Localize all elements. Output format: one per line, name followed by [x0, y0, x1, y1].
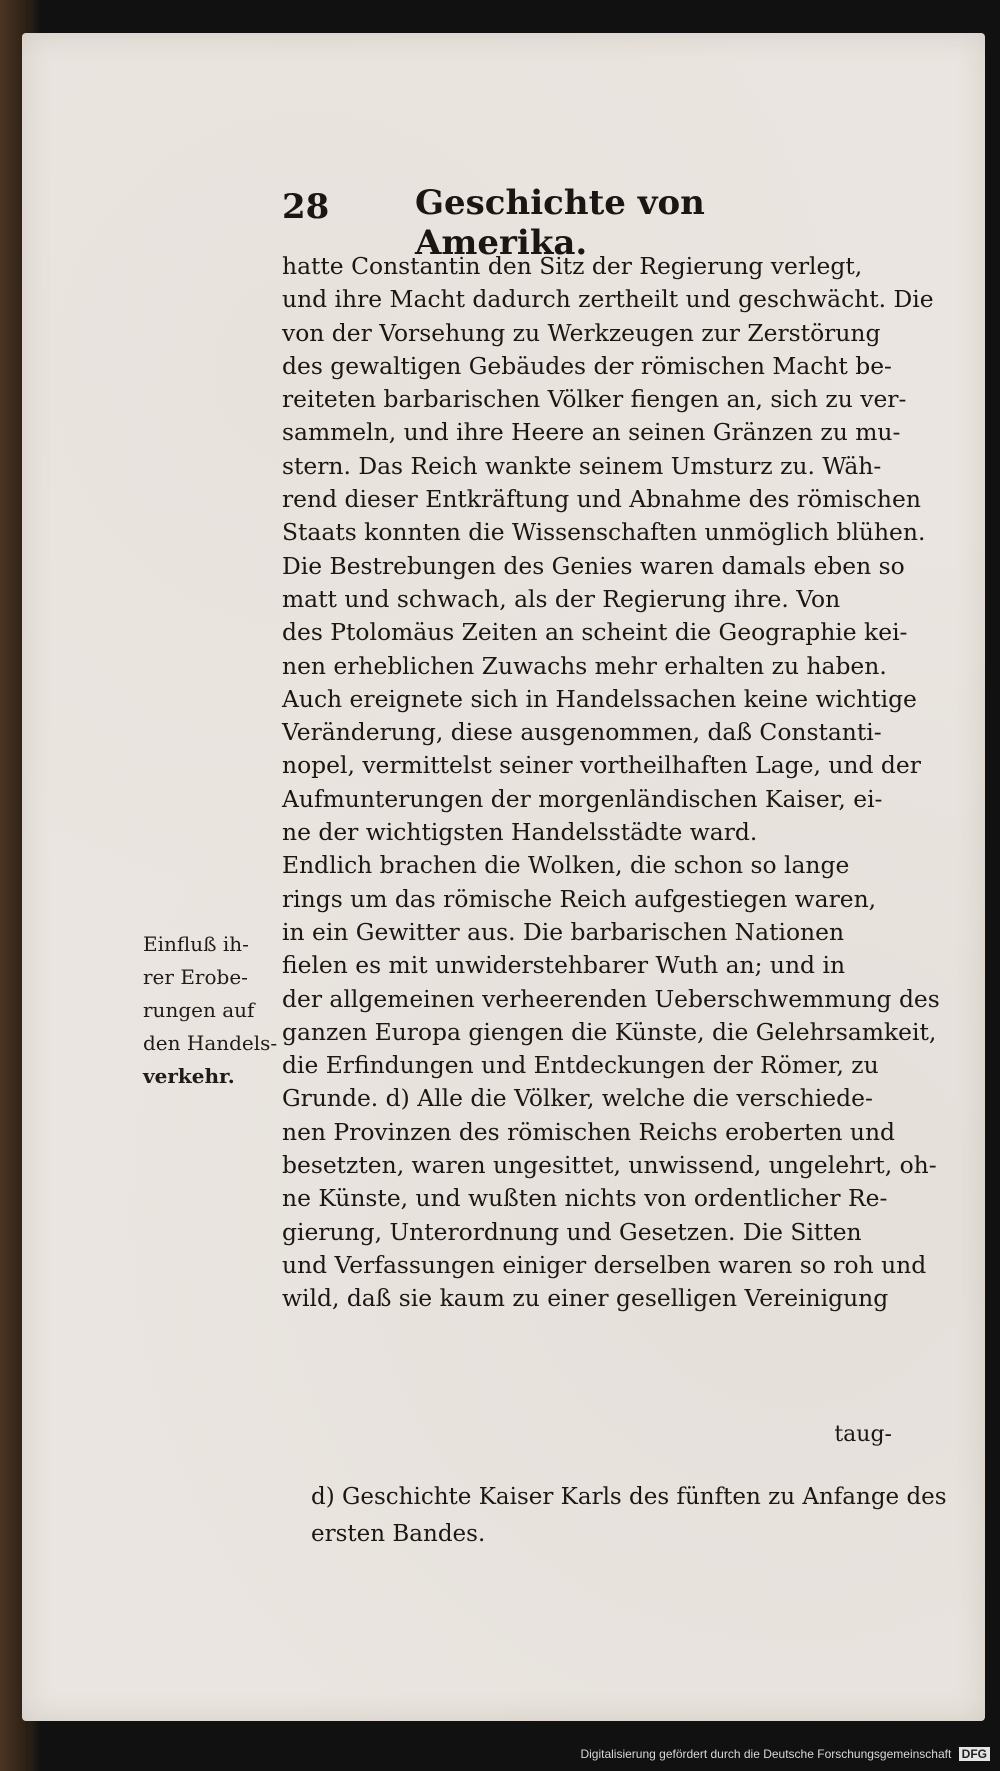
catchword: taug-: [834, 1422, 892, 1447]
text-line: ganzen Europa giengen die Künste, die Gelehrsamkeit,: [282, 1017, 937, 1046]
text-line: des Ptolomäus Zeiten an scheint die Geographie kei-: [282, 618, 908, 647]
text-line: matt und schwach, als der Regierung ihre. Von: [282, 584, 841, 613]
marginal-note-line: den Handels-: [143, 1031, 278, 1055]
text-line: fielen es mit unwiderstehbarer Wuth an; und in: [282, 951, 846, 980]
text-line: rend dieser Entkräftung und Abnahme des römischen: [282, 485, 921, 514]
text-line: Staats konnten die Wissenschaften unmöglich blühen.: [282, 518, 926, 547]
text-line: in ein Gewitter aus. Die barbarischen Nationen: [282, 917, 845, 946]
marginal-note: [143, 928, 283, 1093]
text-line: nopel, vermittelst seiner vortheilhaften Lage, und der: [282, 751, 921, 780]
text-line: stern. Das Reich wankte seinem Umsturz zu. Wäh-: [282, 451, 882, 480]
footnote: [311, 1479, 951, 1553]
digitization-credit: [580, 1747, 990, 1761]
text-line: nen Provinzen des römischen Reichs eroberten und: [282, 1117, 896, 1146]
text-line: von der Vorsehung zu Werkzeugen zur Zerstörung: [282, 318, 881, 347]
text-line: Auch ereignete sich in Handelssachen keine wichtige: [282, 684, 917, 713]
footnote-line: ersten Bandes.: [311, 1521, 486, 1547]
dfg-logo: DFG: [959, 1747, 990, 1761]
text-line: des gewaltigen Gebäudes der römischen Macht be-: [282, 351, 892, 380]
text-line: und ihre Macht dadurch zertheilt und geschwächt. Die: [282, 285, 934, 314]
text-line: Aufmunterungen der morgenländischen Kaiser, ei-: [282, 784, 883, 813]
text-line: nen erheblichen Zuwachs mehr erhalten zu haben.: [282, 651, 887, 680]
main-text: [282, 250, 944, 1316]
text-line: sammeln, und ihre Heere an seinen Gränzen zu mu-: [282, 418, 901, 447]
text-line: der allgemeinen verheerenden Ueberschwemmung des: [282, 984, 940, 1013]
text-line: Grunde. d) Alle die Völker, welche die verschiede-: [282, 1084, 873, 1113]
text-line: rings um das römische Reich aufgestiegen waren,: [282, 884, 877, 913]
text-line: hatte Constantin den Sitz der Regierung verlegt,: [282, 252, 863, 280]
text-line: Veränderung, diese ausgenommen, daß Constanti-: [282, 718, 882, 747]
text-line: die Erfindungen und Entdeckungen der Römer, zu: [282, 1051, 879, 1080]
marginal-note-line: verkehr.: [143, 1064, 235, 1088]
text-line: ne Künste, und wußten nichts von ordentlicher Re-: [282, 1184, 888, 1213]
text-line: und Verfassungen einiger derselben waren so roh und: [282, 1250, 927, 1279]
marginal-note-line: rungen auf: [143, 998, 255, 1022]
text-line: ne der wichtigsten Handelsstädte ward.: [282, 818, 758, 847]
text-line: wild, daß sie kaum zu einer geselligen Vereinigung: [282, 1284, 889, 1313]
running-title: Geschichte von Amerika.: [415, 183, 705, 263]
marginal-note-line: Einfluß ih-: [143, 932, 249, 956]
text-line: reiteten barbarischen Völker fiengen an, sich zu ver-: [282, 385, 907, 414]
page-header: [282, 183, 802, 263]
page-number: 28: [282, 187, 330, 227]
book-page: [22, 33, 985, 1721]
footnote-line: d) Geschichte Kaiser Karls des fünften zu Anfange des: [311, 1484, 947, 1510]
text-line: gierung, Unterordnung und Gesetzen. Die Sitten: [282, 1217, 862, 1246]
credit-text: Digitalisierung gefördert durch die Deutsche Forschungsgemeinschaft: [580, 1747, 952, 1761]
marginal-note-line: rer Erobe-: [143, 965, 248, 989]
text-line: Die Bestrebungen des Genies waren damals eben so: [282, 551, 905, 580]
text-line: Endlich brachen die Wolken, die schon so lange: [282, 851, 850, 880]
text-line: besetzten, waren ungesittet, unwissend, ungelehrt, oh-: [282, 1151, 937, 1180]
